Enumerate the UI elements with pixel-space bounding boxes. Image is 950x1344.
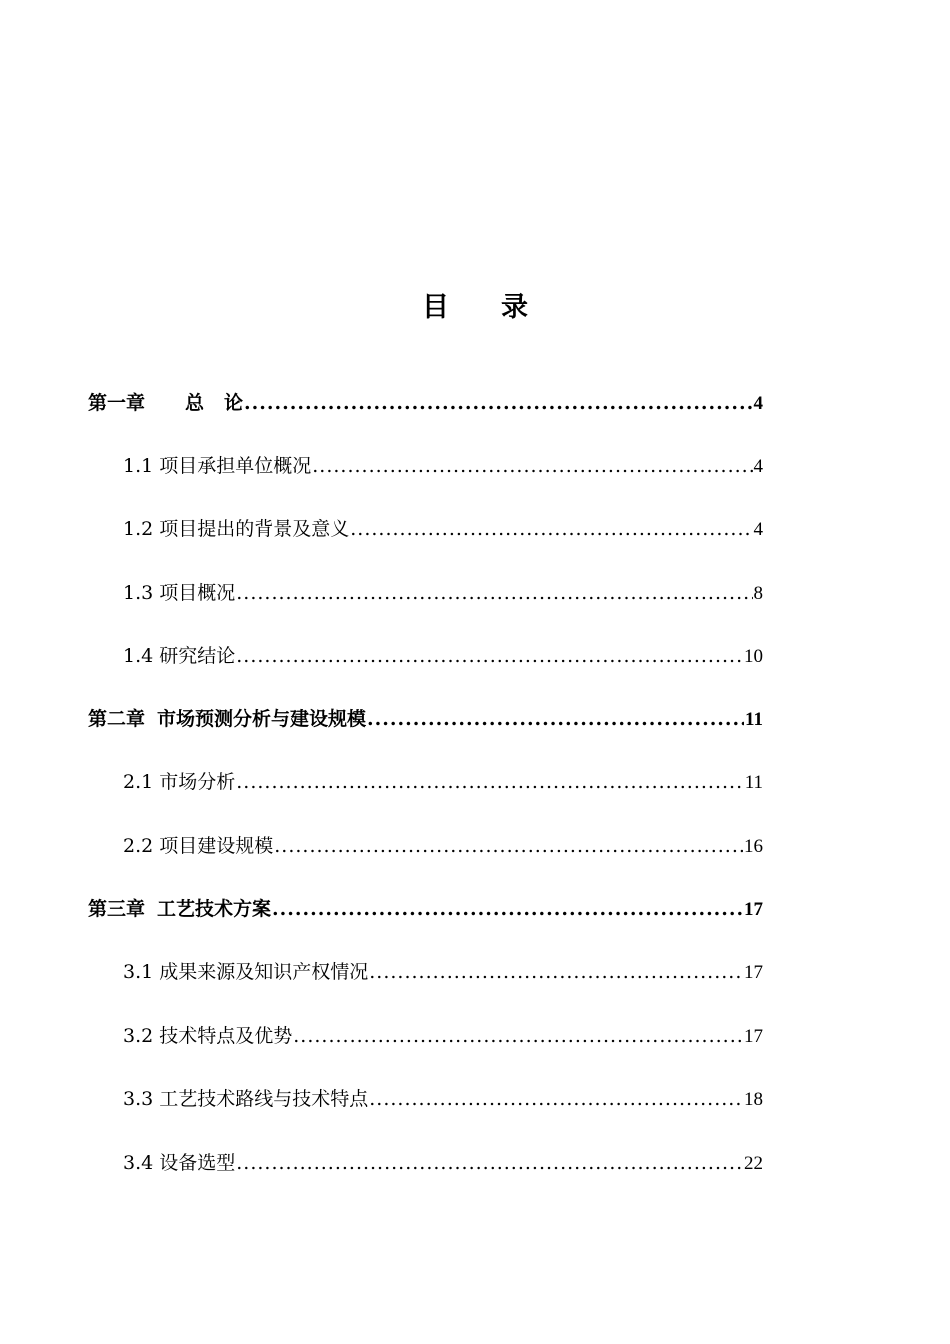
toc-page-number: 4	[753, 456, 763, 477]
toc-title	[0, 288, 950, 328]
toc-entry-label: 第一章 总 论	[88, 392, 244, 414]
toc-section-3-2[interactable]	[123, 1016, 763, 1056]
toc-page-number: 17	[744, 962, 763, 983]
toc-leader-dots	[369, 952, 743, 992]
toc-section-3-1[interactable]	[123, 952, 763, 992]
toc-leader-dots	[293, 1016, 743, 1056]
toc-section-1-4[interactable]	[123, 636, 763, 676]
toc-entry-label: 第二章 市场预测分析与建设规模	[88, 708, 367, 730]
toc-title-char-1: 目	[422, 292, 449, 323]
toc-leader-dots	[236, 1143, 743, 1183]
toc-page-number: 22	[744, 1153, 763, 1174]
toc-entry-label: 第三章 工艺技术方案	[88, 898, 272, 920]
toc-section-2-1[interactable]	[123, 762, 763, 802]
toc-entry-label: 1.1 项目承担单位概况	[123, 455, 312, 477]
toc-section-3-4[interactable]	[123, 1143, 763, 1183]
toc-page-number: 17	[744, 1026, 763, 1047]
toc-leader-dots	[312, 446, 752, 486]
toc-leader-dots	[369, 1079, 743, 1119]
toc-leader-dots	[236, 636, 743, 676]
toc-page-number: 10	[744, 646, 763, 667]
toc-section-1-3[interactable]	[123, 573, 763, 613]
toc-entry-label: 1.2 项目提出的背景及意义	[123, 518, 350, 540]
toc-leader-dots	[272, 889, 743, 929]
toc-leader-dots	[350, 509, 752, 549]
toc-chapter-2[interactable]	[88, 699, 763, 739]
toc-page-number: 4	[753, 519, 763, 540]
toc-page-number: 16	[744, 836, 763, 857]
toc-page-number: 18	[744, 1089, 763, 1110]
toc-page-number: 17	[744, 899, 763, 920]
toc-section-3-3[interactable]	[123, 1079, 763, 1119]
toc-section-2-2[interactable]	[123, 826, 763, 866]
toc-entry-label: 2.2 项目建设规模	[123, 835, 274, 857]
toc-leader-dots	[274, 826, 743, 866]
toc-entry-label: 3.4 设备选型	[123, 1152, 236, 1174]
toc-chapter-3[interactable]	[88, 889, 763, 929]
toc-leader-dots	[236, 573, 752, 613]
toc-section-1-2[interactable]	[123, 509, 763, 549]
toc-title-char-2: 录	[501, 292, 528, 323]
toc-page-number: 4	[753, 393, 763, 414]
toc-entry-label: 3.1 成果来源及知识产权情况	[123, 961, 369, 983]
toc-leader-dots	[244, 383, 752, 423]
toc-leader-dots	[236, 762, 743, 802]
toc-entry-label: 3.2 技术特点及优势	[123, 1025, 293, 1047]
toc-leader-dots	[367, 699, 744, 739]
toc-entry-label: 1.4 研究结论	[123, 645, 236, 667]
toc-page-number: 8	[753, 583, 763, 604]
toc-entry-label: 3.3 工艺技术路线与技术特点	[123, 1088, 369, 1110]
toc-entry-label: 2.1 市场分析	[123, 771, 236, 793]
toc-page-number: 11	[745, 709, 763, 730]
toc-entry-label: 1.3 项目概况	[123, 582, 236, 604]
toc-section-1-1[interactable]	[123, 446, 763, 486]
toc-page-number: 11	[744, 772, 763, 793]
toc-chapter-1[interactable]	[88, 383, 763, 423]
